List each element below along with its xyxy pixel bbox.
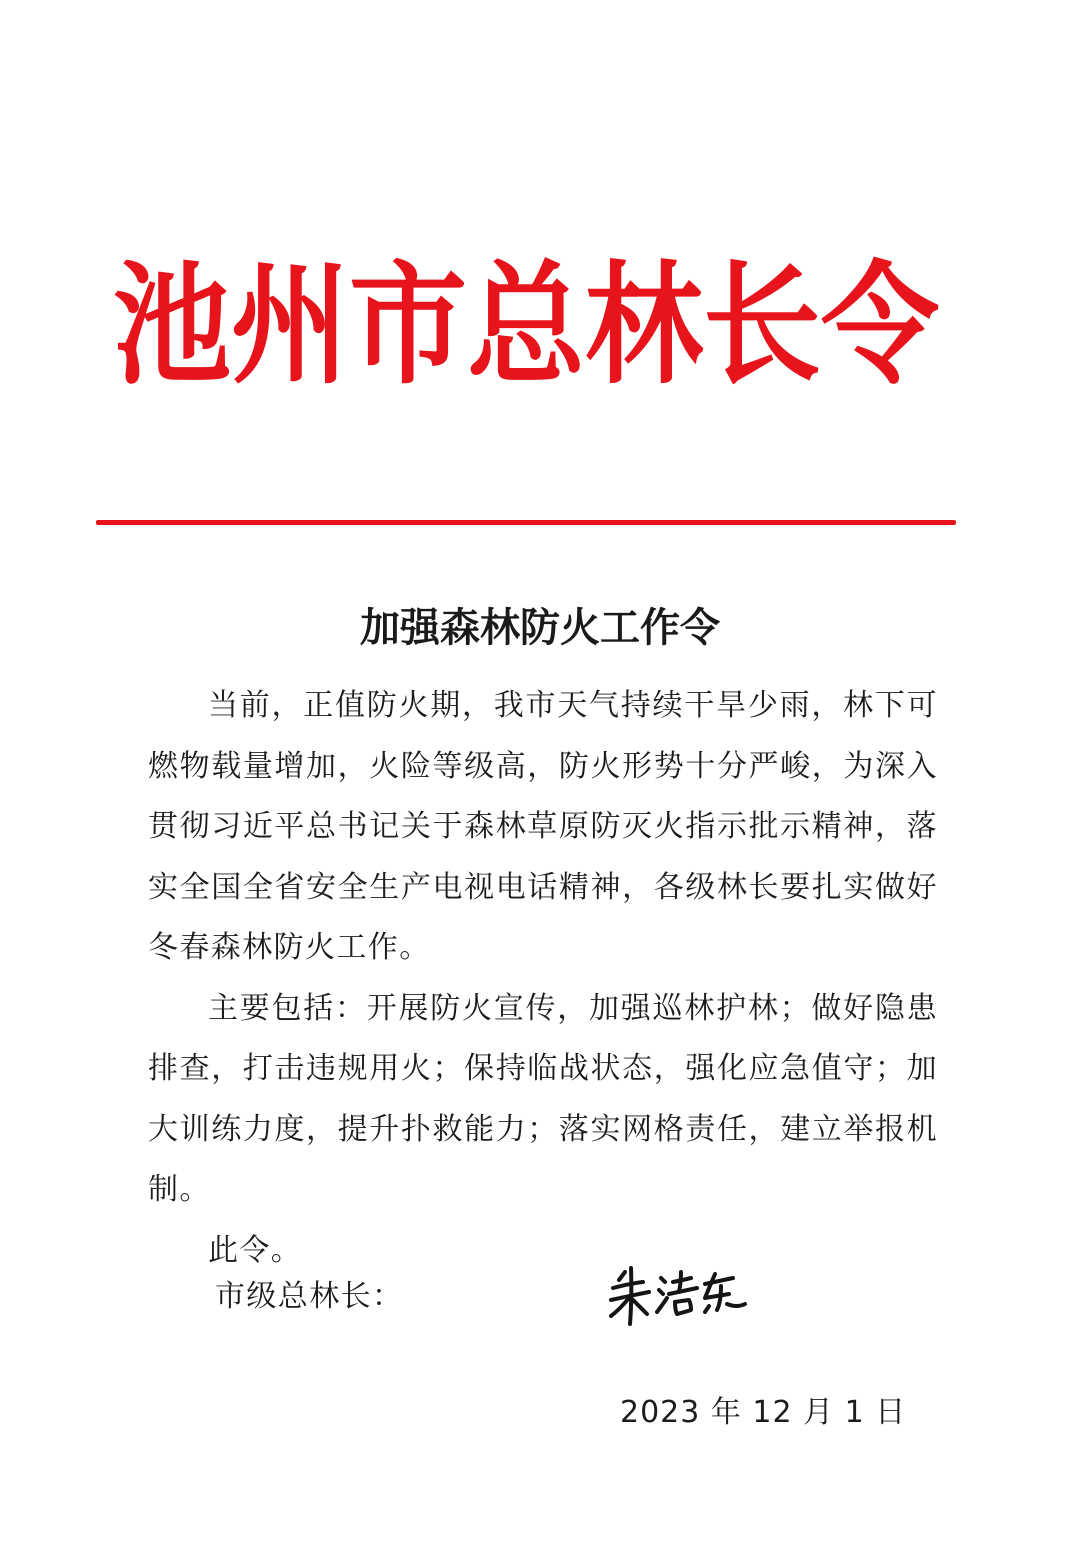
document-body: [148, 676, 938, 1281]
handwritten-signature: [605, 1258, 755, 1338]
red-divider-line: [96, 520, 956, 525]
document-title: 加强森林防火工作令: [360, 604, 720, 651]
paragraph-measures: 主要包括：开展防火宣传，加强巡林护林；做好隐患排查，打击违规用火；保持临战状态，强化应急值守；加大训练力度，提升扑救能力；落实网格责任，建立举报机制。: [148, 990, 938, 1207]
signature-strokes: [605, 1258, 755, 1338]
signer-label: 市级总林长：: [215, 1279, 404, 1314]
paragraph-context: 当前，正值防火期，我市天气持续干旱少雨，林下可燃物载量增加，火险等级高，防火形势十分严峻，为深入贯彻习近平总书记关于森林草原防灭火指示批示精神，落实全国全省安全生产电视电话精神，各级林长要扎实做好冬春森林防火工作。: [148, 688, 938, 965]
paragraph-closing: 此令。: [208, 1232, 303, 1268]
issuer-header: 池州市总林长令: [112, 246, 939, 403]
issue-date: 2023 年 12 月 1 日: [620, 1395, 907, 1430]
